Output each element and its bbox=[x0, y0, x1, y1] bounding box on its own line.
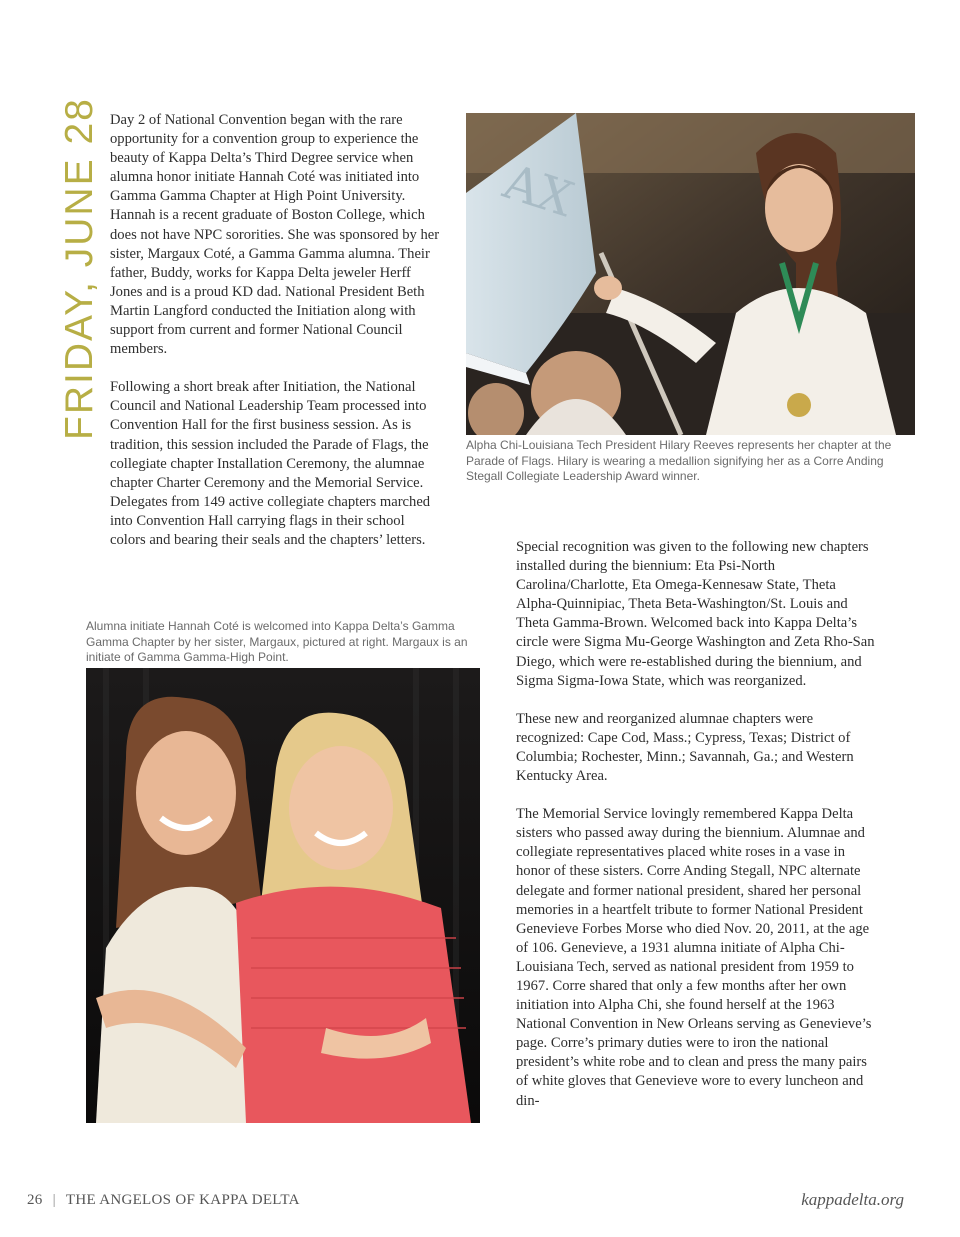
photo-top-caption: Alpha Chi-Louisiana Tech President Hilary Reeves represents her chapter at the Parade of Flags. Hilary is wearing a medallion signifying her as a Corre Anding Stegall Collegiate Leadership Award winner. bbox=[466, 438, 892, 483]
page-number: 26 bbox=[27, 1192, 43, 1208]
left-column bbox=[110, 111, 443, 569]
publication-name: THE ANGELOS OF KAPPA DELTA bbox=[65, 1192, 300, 1208]
website-link[interactable]: kappadelta.org bbox=[801, 1190, 904, 1209]
right-paragraph-3: The Memorial Service lovingly remembered Kappa Delta sisters who passed away during the biennium. Alumnae and collegiate representatives placed white roses in a vase in honor of these sisters. Corre Anding Stegall, NPC alternate delegate and former national president, shared her personal memories in a heartfelt tribute to former National President Genevieve Forbes Morse who died Nov. 20, 2011, at the age of 106. Genevieve, a 1931 alumna initiate of Alpha Chi-Louisiana Tech, served as national president from 1959 to 1967. Corre shared that only a few months after her own initiation into Alpha Chi, she found herself at the 1963 National Convention in New Orleans serving as Genevieve’s page. Corre’s primary duties were to iron the national president’s white robe and to clean and press the many pairs of white gloves that Genevieve wore to every luncheon and din- bbox=[516, 806, 872, 1109]
right-paragraph-1: Special recognition was given to the following new chapters installed during the biennium: Eta Psi-North Carolina/Charlotte, Eta Omega-Kennesaw State, Theta Alpha-Quinnipiac, Theta Beta-Washington/St. Louis and Theta Gamma-Brown. Welcomed back into Kappa Delta’s circle were Sigma Mu-George Washington and Zeta Rho-San Diego, which were re-established during the biennium, and Sigma Sigma-Iowa State, which was reorganized. bbox=[516, 539, 875, 689]
left-paragraph-2: Following a short break after Initiation, the National Council and National Leadership Team processed into Convention Hall for the first business session. As is tradition, this session included the Parade of Flags, the collegiate chapter Installation Ceremony, the alumnae chapter Charter Ceremony and the Memorial Service. Delegates from 149 active collegiate chapters marched into Convention Hall carrying flags in their school colors and bearing their seals and the chapters’ letters. bbox=[110, 379, 431, 548]
photo-top-flag-bearer bbox=[466, 113, 915, 435]
left-paragraph-1: Day 2 of National Convention began with the rare opportunity for a convention group to experience the beauty of Kappa Delta’s Third Degree service when alumna honor initiate Hannah Coté was initiated into Gamma Gamma Chapter at High Point University. Hannah is a recent graduate of Boston College, which does not have NPC sororities. She was sponsored by her sister, Margaux Coté, a Gamma Gamma alumna. Their father, Buddy, works for Kappa Delta jeweler Herff Jones and is a proud KD dad. National President Beth Martin Langford conducted the Initiation along with support from current and former National Council members. bbox=[110, 112, 440, 358]
photo-bottom-caption: Alumna initiate Hannah Coté is welcomed into Kappa Delta’s Gamma Gamma Chapter by her sister, Margaux, pictured at right. Margaux is an initiate of Gamma Gamma-High Point. bbox=[86, 619, 468, 664]
section-heading: FRIDAY, JUNE 28 bbox=[58, 97, 101, 440]
photo-bottom-sisters bbox=[86, 668, 480, 1123]
flag-letters: ΑΧ bbox=[497, 153, 580, 229]
footer-left bbox=[27, 1192, 300, 1209]
footer-separator: | bbox=[52, 1192, 56, 1208]
right-column bbox=[516, 538, 876, 1130]
right-paragraph-2: These new and reorganized alumnae chapters were recognized: Cape Cod, Mass.; Cypress, Texas; District of Columbia; Rochester, Minn.; Savannah, Ga.; and Western Kentucky Area. bbox=[516, 710, 854, 785]
